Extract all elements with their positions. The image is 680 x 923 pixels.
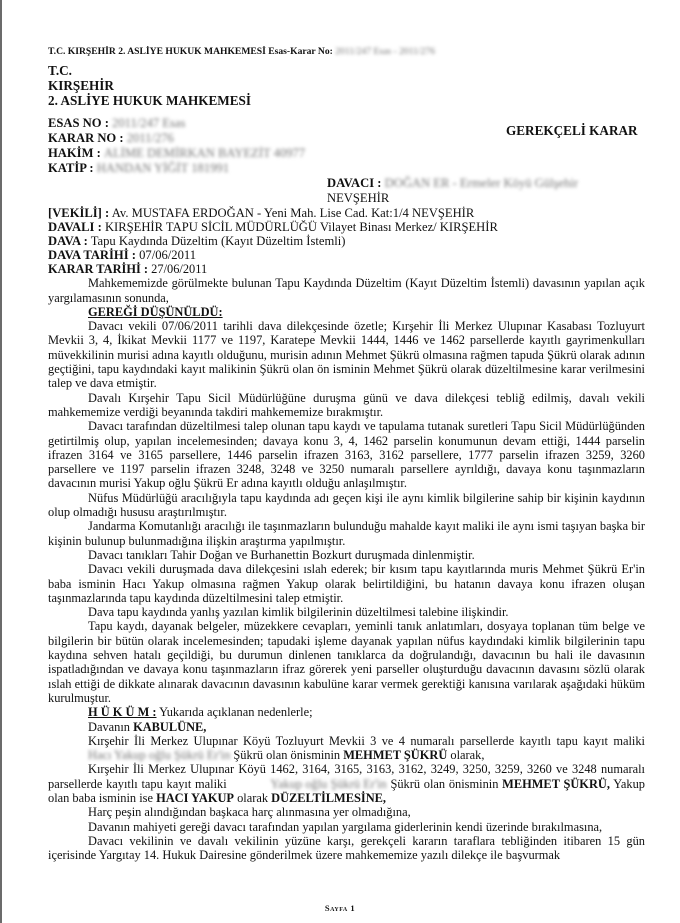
section-heading: GEREĞİ DÜŞÜNÜLDÜ: [88, 304, 223, 319]
ruling-item-costs: Davanın mahiyeti gereği davacı tarafından yapılan yargılama giderlerinin kendi üzerinde bırakılmasına, [88, 819, 603, 834]
acceptance-line [48, 720, 645, 734]
karar-no-label: KARAR NO : [48, 131, 124, 145]
ruling-item-2 [48, 762, 645, 805]
paragraph-subject: Dava tapu kaydında yanlış yazılan kimlik bilgilerinin düzeltilmesi talebine ilişkindir. [88, 605, 509, 620]
katip-field [48, 161, 229, 175]
karar-tarihi-value: 27/06/2011 [151, 262, 208, 276]
paragraph-population-office: Nüfus Müdürlüğü aracılığıyla tapu kaydında adı geçen kişi ile aynı kimlik bilgilerine sahip bir kişinin kaydının olup olmadığı hususu araştırılmıştır. [48, 490, 645, 520]
acceptance-prefix: Davanın [88, 719, 134, 734]
esas-no-value: 2011/247 Esas [112, 116, 186, 130]
intro-paragraph: Mahkememizde görülmekte bulunan Tapu Kaydında Düzeltim (Kayıt Düzeltim İstemli) davasının yapılan açık yargılamasının sonunda, [48, 276, 645, 305]
karar-tarihi-label: KARAR TARİHİ : [48, 262, 149, 276]
ruling-2-bold-name: MEHMET ŞÜKRÜ, [502, 776, 610, 791]
davaci-field [327, 176, 578, 190]
running-header [48, 46, 435, 57]
page-left-border [0, 0, 2, 923]
paragraph-registry-review: Davacı tarafından düzeltilmesi talep olunan tapu kaydı ve tapulama tutanak suretleri Tapu Sicil Müdürlüğünden getirtilmiş olup, yapılan incelemesinden; davaya konu 3, 4, 1462 parselin konumunun devam ettiği, 1444 parselin ifrazen 3164 ve 3165 parsellere, 1446 parselin ifrazen 3163, 3162 parsellere, 1777 parselin ifrazen 3259, 3260 parsellere ve 1197 parselin ifrazen 3248, 3248 ve 3250 numaralı parsellere ayrıldığı, davaya konu taşınmazların davacının murisi Yakup oğlu Şükrü Er adına kayıtlı olduğu anlaşılmıştır. [48, 419, 645, 491]
ruling-2-text-d: olarak [233, 790, 272, 805]
acceptance-bold: KABULÜNE, [133, 719, 207, 734]
paragraph-evaluation: Tapu kaydı, dayanak belgeler, müzekkere cevapları, yeminli tanık anlatımları, dosyaya toplanan tüm belge ve bilgilerin bir bütün olarak incelemesinden; tapudaki işleme dayanak yapılan nüfus kaydındaki kimlik bilgilerinin tapu kaydına sehven hatalı geçildiği, bu durumun dinlenen tanıklarca da doğrulandığı, davacının bu hali ile davasının ispatladığından ve davaya konu taşınmazların ifraz görerek yeni parseller oluşturduğu davacının davasını sözlü olarak ıslah ettiği de dikkate alınarak davacının davasının kabulüne karar vermek gerektiği kanısına varılarak aşağıdaki hüküm kurulmuştur. [48, 619, 645, 705]
dava-tarihi-label: DAVA TARİHİ : [48, 248, 136, 262]
verdict-heading [48, 705, 645, 719]
esas-no-field [48, 116, 185, 130]
katip-label: KATİP : [48, 161, 94, 175]
document-title: GEREKÇELİ KARAR [506, 123, 638, 138]
paragraph-amendment: Davacı vekili duruşmada dava dilekçesini ıslah ederek; bir kısım tapu kayıtlarında muris Mehmet Şükrü Er'in baba isminin Hacı Yakup olmasına rağmen Yakup olarak belirtildiğini, bu hatanın davaya konu ifrazen oluşan taşınmazlarında tapu kaydında düzeltilmesini talep etmiştir. [48, 562, 645, 605]
karar-no-value: 2011/276 [126, 131, 174, 145]
katip-value: HANDAN YİĞİT 181991 [96, 161, 229, 175]
ruling-2-text-a: Kırşehir İli Merkez Ulupınar Köyü 1462, 3164, 3165, 3163, 3162, 3249, 3250, 3259, 3260 ve 3248 numaralı parsellerde kayıtlı tapu kayıt maliki [48, 762, 645, 791]
running-header-text: T.C. KIRŞEHİR 2. ASLİYE HUKUK MAHKEMESİ Esas-Karar No: [48, 46, 333, 57]
davali-value: KIRŞEHİR TAPU SİCİL MÜDÜRLÜĞÜ Vilayet Binası Merkez/ KIRŞEHİR [104, 220, 498, 234]
ruling-item-1 [48, 734, 645, 763]
ruling-2-text-c: Yakup olan baba isminin ise [48, 776, 645, 805]
davali-field [48, 220, 498, 234]
ruling-2-redacted-name: Yakup oğlu Şükrü Er'in [270, 776, 387, 791]
hakim-field [48, 146, 305, 160]
davaci-label: DAVACI : [327, 176, 382, 190]
ruling-1-text-a: Kırşehir İli Merkez Ulupınar Köyü Tozluyurt Mevkii 3 ve 4 numaralı parsellerde kayıtlı tapu kayıt maliki [88, 733, 645, 748]
dava-tarihi-value: 07/06/2011 [139, 248, 197, 262]
esas-no-label: ESAS NO : [48, 116, 109, 130]
davali-label: DAVALI : [48, 220, 102, 234]
hakim-label: HAKİM : [48, 146, 101, 160]
karar-no-field [48, 131, 174, 145]
dava-value: Tapu Kaydında Düzeltim (Kayıt Düzeltim İstemli) [90, 234, 346, 248]
vekili-label: [VEKİLİ] : [48, 206, 110, 220]
paragraph-defendant: Davalı Kırşehir Tapu Sicil Müdürlüğüne duruşma günü ve dava dilekçesi tebliğ edilmiş, davalı vekili mahkememize verdiği beyanında takdiri mahkememize bırakmıştır. [48, 390, 645, 419]
verdict-intro: Yukarıda açıklanan nedenlerle; [156, 705, 313, 720]
court-country: T.C. [48, 63, 72, 78]
dava-tarihi-field [48, 248, 196, 262]
ruling-1-bold-name: MEHMET ŞÜKRÜ [343, 748, 448, 763]
ruling-2-bold-father: HACI YAKUP [156, 790, 234, 805]
dava-label: DAVA : [48, 234, 88, 248]
ruling-item-fees: Harç peşin alındığından başkaca harç alınmasına yer olmadığına, [88, 805, 411, 820]
ruling-2-bold-correction: DÜZELTİLMESİNE, [271, 790, 387, 805]
davaci-city: NEVŞEHİR [327, 191, 390, 205]
paragraph-claim: Davacı vekili 07/06/2011 tarihli dava dilekçesinde özetle; Kırşehir İli Merkez Ulupınar Kasabası Tozluyurt Mevkii 3, 4, İkikat Mevkii 1177 ve 1197, Karatepe Mevkii 1444, 1446 ve 1462 parsellerde kayıtlı gayrimenkulları müvekkilinin murisi adına kayıtlı olduğunu, murisin adının Mehmet Şükrü olmasına rağmen tapuda Şükrü olarak adının geçtiğini, tapu kaydındaki kayıt malikinin Şükrü olan ön isminin Mehmet Şükrü olarak düzeltilmesine karar verilmesini talep ve dava etmiştir. [48, 319, 645, 391]
ruling-1-redacted-name: Hacı Yakup oğlu Şükrü Er'in [88, 748, 231, 763]
ruling-2-text-b: Şükrü olan önisminin [386, 776, 503, 791]
ruling-1-text-b: Şükrü olan önisminin [230, 748, 344, 763]
court-name: 2. ASLİYE HUKUK MAHKEMESİ [48, 93, 251, 108]
karar-tarihi-field [48, 262, 645, 276]
vekili-field [48, 206, 474, 220]
dava-field [48, 234, 345, 248]
section-heading-container [48, 305, 645, 319]
davaci-value: DOĞAN ER - Ermeler Köyü Gülşehir [384, 176, 579, 190]
paragraph-witnesses: Davacı tanıkları Tahir Doğan ve Burhanettin Bozkurt duruşmada dinlenmiştir. [88, 547, 475, 562]
ruling-1-text-c: olarak, [447, 748, 485, 763]
court-city: KIRŞEHİR [48, 78, 114, 93]
paragraph-gendarmerie: Jandarma Komutanlığı aracılığı ile taşınmazların bulunduğu mahalde kayıt maliki ile aynı ismi taşıyan başka bir kişinin bulunup bulunmadığına ilişkin araştırma yapılmıştır. [48, 519, 645, 548]
verdict-label: H Ü K Ü M : [88, 705, 157, 720]
hakim-value: ALİME DEMİRKAN BAYEZİT 40977 [103, 146, 306, 160]
ruling-item-appeal: Davacı vekilinin ve davalı vekilinin yüzüne karşı, gerekçeli kararın taraflara tebliğinden itibaren 15 gün içerisinde Yargıtay 14. Hukuk Dairesine gönderilmek üzere mahkememize yazılı dilekçe ile başvurmak [48, 833, 645, 863]
page-number: Sayfa 1 [324, 903, 356, 913]
vekili-value: Av. MUSTAFA ERDOĞAN - Yeni Mah. Lise Cad. Kat:1/4 NEVŞEHİR [111, 206, 475, 220]
redacted-case-number: 2011/247 Esas - 2011/276 [335, 46, 435, 57]
document-body [48, 262, 645, 862]
